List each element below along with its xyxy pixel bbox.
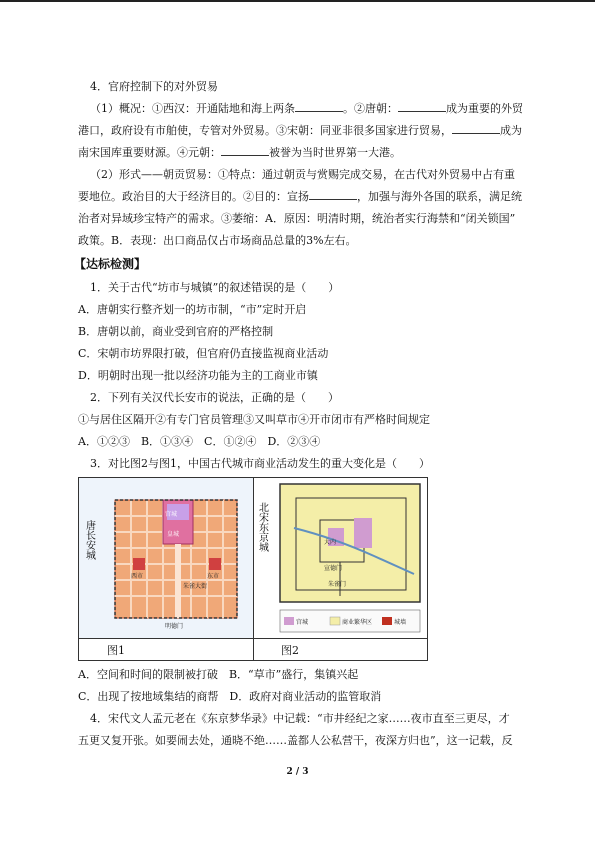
legend-label: 宫城 (296, 619, 309, 626)
q2-choices[interactable]: A．①②③ B．①③④ C．①②④ D．②③④ (78, 435, 321, 448)
text-run: 被誉为当时世界第一大港。 (269, 146, 401, 159)
figure-table (78, 477, 428, 661)
map-label: 宫城 (165, 511, 178, 518)
text-run: 成为重要的外贸 (446, 102, 523, 115)
text-run: （1）概况：①西汉：开通陆地和海上两条 (90, 102, 295, 115)
text-run: 南宋国库重要财源。④元朝： (78, 146, 221, 159)
map2-title: 北宋东京城 (256, 502, 268, 552)
map-label: 朱雀大街 (183, 583, 208, 590)
q1-stem: 1．关于古代“坊市与城镇”的叙述错误的是（ ） (90, 281, 340, 294)
paragraph-form: （2）形式——朝贡贸易：①特点：通过朝贡与赏赐完成交易，在古代对外贸易中占有重 (90, 168, 515, 181)
section-4 (78, 76, 546, 252)
q4-line-2: 五更又复开张。如要闹去处，通晓不绝……盖都人公私营干，夜深方归也”，这一记载，反 (78, 734, 513, 747)
figure-1-caption: 图1 (107, 644, 125, 657)
answer-blank[interactable] (309, 187, 357, 200)
legend-label: 城墙 (394, 619, 407, 626)
page-number: 2 / 3 (286, 767, 309, 777)
figure-2-cell (254, 478, 427, 638)
text-run: ，加强与海外各国的联系，满足统 (357, 190, 522, 203)
figure-caption-row (79, 638, 427, 661)
paragraph-overview (78, 98, 546, 120)
paragraph-form-cont: 政策。B．表现：出口商品仅占市场商品总量的3%左右。 (78, 234, 357, 247)
dongjing-map (254, 478, 427, 638)
page-top-rule (0, 0, 595, 2)
map-label: 东市 (207, 573, 220, 580)
q3-options-cd[interactable]: C．出现了按地域集结的商帮 D．政府对商业活动的监管取消 (78, 690, 382, 703)
map-label: 皇城 (167, 531, 180, 538)
q3-stem: 3．对比图2与图1，中国古代城市商业活动发生的重大变化是（ ） (90, 457, 430, 470)
q2-statements: ①与居住区隔开②有专门官员管理③又叫草市④开市闭市有严格时间规定 (78, 413, 430, 426)
q1-option-b[interactable]: B．唐朝以前，商业受到官府的严格控制 (78, 325, 274, 338)
answer-blank[interactable] (398, 99, 446, 112)
paragraph-form-cont (78, 186, 546, 208)
map-label: 宣德门 (324, 565, 343, 572)
figure-2-caption: 图2 (281, 644, 299, 657)
figure-1-cell (79, 478, 254, 638)
answer-blank[interactable] (452, 121, 500, 134)
questions (78, 277, 546, 475)
text-run: 。②唐朝： (343, 102, 398, 115)
map-label: 明德门 (165, 623, 184, 630)
paragraph-form-cont: 治者对异域珍宝特产的需求。③萎缩：A．原因：明清时期，统治者实行海禁和“闭关锁国” (78, 212, 516, 225)
map-label: 西市 (131, 573, 144, 580)
answer-blank[interactable] (221, 143, 269, 156)
legend-label: 商业繁华区 (342, 619, 373, 626)
map2-legend (280, 610, 420, 632)
q3-options-ab[interactable]: A．空间和时间的限制被打破 B．“草市”盛行，集镇兴起 (78, 668, 359, 681)
questions-cont (78, 664, 546, 752)
answer-blank[interactable] (295, 99, 343, 112)
q2-stem: 2．下列有关汉代长安市的说法，正确的是（ ） (90, 391, 339, 404)
paragraph-overview-cont (78, 120, 546, 142)
q4-line-1: 4．宋代文人孟元老在《东京梦华录》中记载：“市井经纪之家……夜市直至三更尽，才 (90, 712, 510, 725)
paragraph-overview-cont (78, 142, 546, 164)
section-4-title: 4．官府控制下的对外贸易 (90, 80, 218, 93)
map-label: 大内 (324, 539, 337, 546)
text-run: 港口，政府设有市舶使，专管对外贸易。③宋朝：同亚非很多国家进行贸易， (78, 124, 452, 137)
text-run: 成为 (500, 124, 522, 137)
caption-divider (253, 639, 254, 661)
map1-title: 唐长安城 (83, 520, 95, 560)
check-heading: 【达标检测】 (74, 257, 147, 271)
chang-an-map (79, 478, 253, 638)
q1-option-a[interactable]: A．唐朝实行整齐划一的坊市制，“市”定时开启 (78, 303, 307, 316)
text-run: 要地位。政治目的大于经济目的。②目的：宣扬 (78, 190, 309, 203)
q1-option-d[interactable]: D．明朝时出现一批以经济功能为主的工商业市镇 (78, 369, 318, 382)
q1-option-c[interactable]: C．宋朝市坊界限打破，但官府仍直接监视商业活动 (78, 347, 329, 360)
map-label: 朱雀门 (328, 581, 347, 588)
